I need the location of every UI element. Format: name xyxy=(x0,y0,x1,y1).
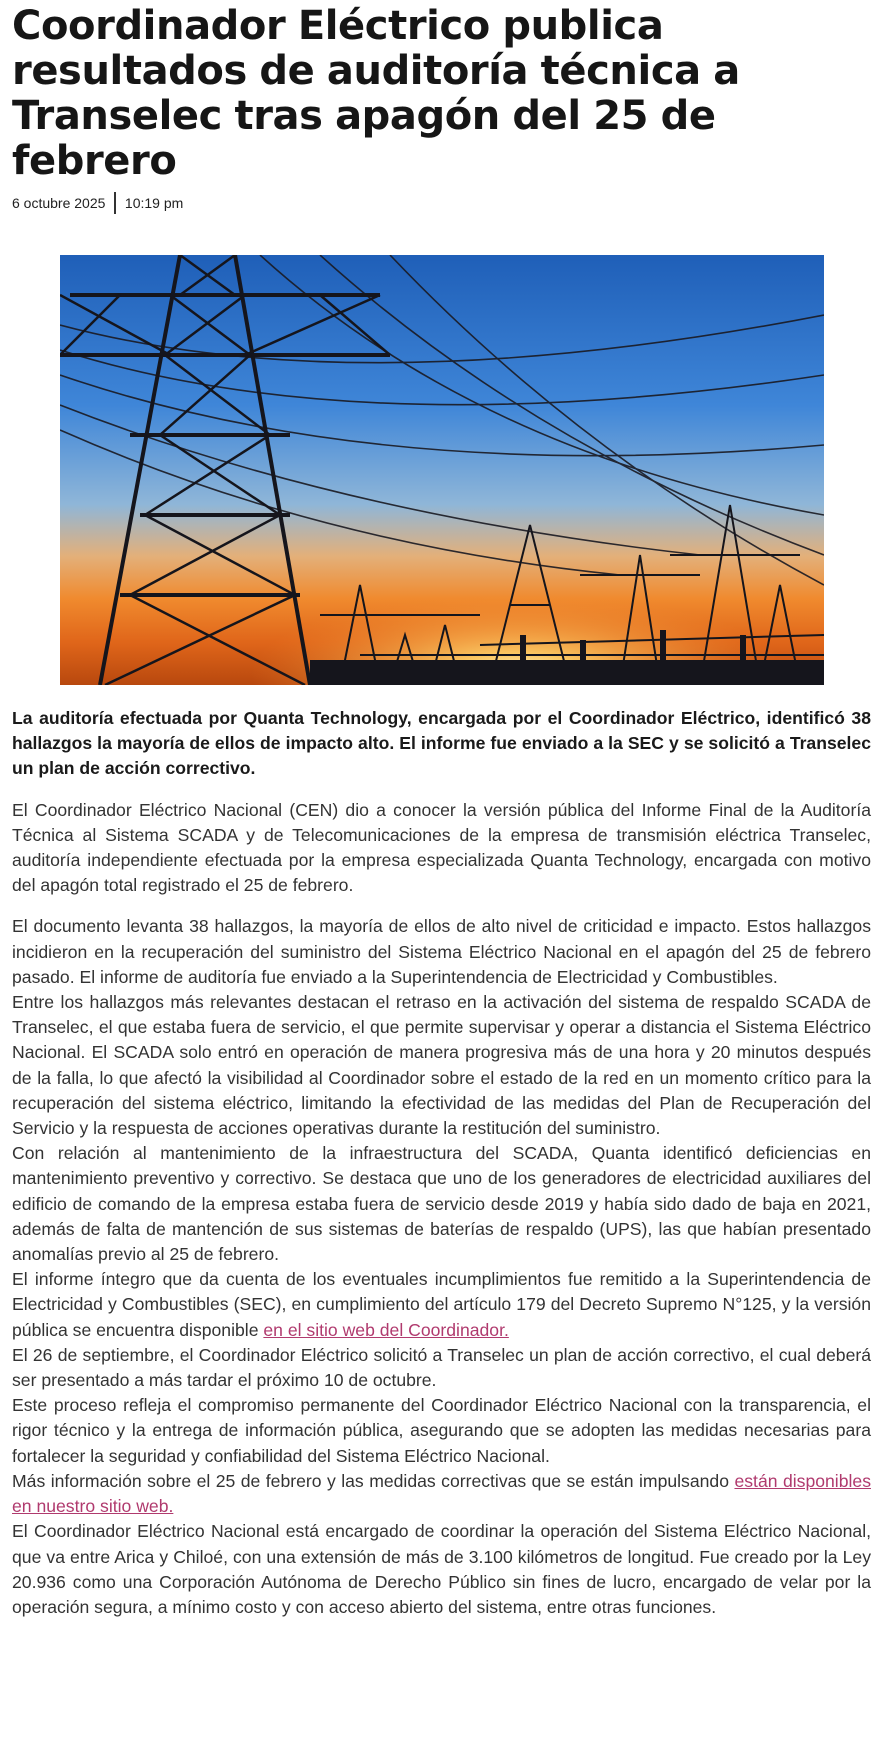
body-paragraph-5 xyxy=(12,1267,871,1343)
article-body xyxy=(12,706,871,1620)
article-lead: La auditoría efectuada por Quanta Technology, encargada por el Coordinador Eléctrico, identificó 38 hallazgos la mayoría de ellos de impacto alto. El informe fue enviado a la SEC y se solicitó a Transelec un plan de acción correctivo. xyxy=(12,708,871,779)
publish-date: 6 octubre 2025 xyxy=(12,195,106,211)
article-title: Coordinador Eléctrico publica resultados de auditoría técnica a Transelec tras apagón del 25 de febrero xyxy=(12,3,740,184)
coordinador-website-link[interactable]: en el sitio web del Coordinador. xyxy=(263,1319,509,1340)
body-paragraph-4: Con relación al mantenimiento de la infraestructura del SCADA, Quanta identificó deficiencias en mantenimiento preventivo y correctivo. Se destaca que uno de los generadores de electricidad auxiliares del edificio de comando de la empresa estaba fuera de servicio desde 2019 y había sido dado de baja en 2021, además de falta de mantención de sus sistemas de baterías de respaldo (UPS), las que habían presentado anomalías previo al 25 de febrero. xyxy=(12,1143,871,1265)
body-paragraph-8 xyxy=(12,1469,871,1519)
more-info-website-link[interactable]: están disponibles en nuestro sitio web. xyxy=(12,1470,871,1517)
body-paragraph-7: Este proceso refleja el compromiso permanente del Coordinador Eléctrico Nacional con la transparencia, el rigor técnico y la entrega de información pública, asegurando que se adopten las medidas necesarias para fortalecer la seguridad y confiabilidad del Sistema Eléctrico Nacional. xyxy=(12,1395,871,1466)
body-paragraph-3: Entre los hallazgos más relevantes destacan el retraso en la activación del sistema de respaldo SCADA de Transelec, el que estaba fuera de servicio, el que permite supervisar y operar a distancia el Sistema Eléctrico Nacional. El SCADA solo entró en operación de manera progresiva más de una hora y 20 minutos después de la falla, lo que afectó la visibilidad al Coordinador sobre el estado de la red en un momento crítico para la recuperación del sistema eléctrico, limitando la efectividad de las medidas del Plan de Recuperación del Servicio y la respuesta de acciones operativas durante la restitución del suministro. xyxy=(12,992,871,1139)
publish-time: 10:19 pm xyxy=(124,195,184,211)
meta-divider xyxy=(114,192,116,214)
article-hero-image xyxy=(60,255,824,685)
body-paragraph-5-text: El informe íntegro que da cuenta de los eventuales incumplimientos fue remitido a la Superintendencia de Electricidad y Combustibles (SEC), en cumplimiento del artículo 179 del Decreto Supremo N°125, y la versión pública se encuentra disponible xyxy=(12,1269,871,1340)
article-meta xyxy=(12,192,871,214)
body-paragraph-9: El Coordinador Eléctrico Nacional está encargado de coordinar la operación del Sistema Eléctrico Nacional, que va entre Arica y Chiloé, con una extensión de más de 3.100 kilómetros de longitud. Fue creado por la Ley 20.936 como una Corporación Autónoma de Derecho Público sin fines de lucro, encargado de velar por la operación segura, a mínimo costo y con acceso abierto del sistema, entre otras funciones. xyxy=(12,1521,871,1617)
body-paragraph-2: El documento levanta 38 hallazgos, la mayoría de ellos de alto nivel de criticidad e impacto. Estos hallazgos incidieron en la recuperación del suministro del Sistema Eléctrico Nacional en el apagón del 25 de febrero pasado. El informe de auditoría fue enviado a la Superintendencia de Electricidad y Combustibles. xyxy=(12,916,871,987)
body-paragraph-6: El 26 de septiembre, el Coordinador Eléctrico solicitó a Transelec un plan de acción correctivo, el cual deberá ser presentado a más tardar el próximo 10 de octubre. xyxy=(12,1344,871,1391)
body-paragraph-8-text: Más información sobre el 25 de febrero y las medidas correctivas que se están impulsando xyxy=(12,1470,735,1491)
power-transmission-tower-sunset-photo xyxy=(60,255,824,685)
body-paragraph-1: El Coordinador Eléctrico Nacional (CEN) dio a conocer la versión pública del Informe Final de la Auditoría Técnica al Sistema SCADA y de Telecomunicaciones de la empresa de transmisión eléctrica Transelec, auditoría independiente efectuada por la empresa especializada Quanta Technology, encargada con motivo del apagón total registrado el 25 de febrero. xyxy=(12,799,871,896)
article xyxy=(12,0,871,1617)
